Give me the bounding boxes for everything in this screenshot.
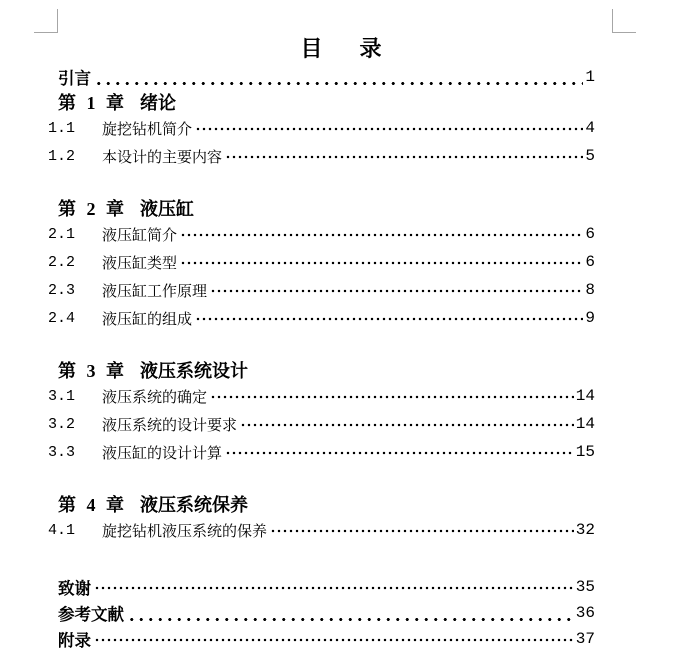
entry-label: 液压缸工作原理: [102, 283, 208, 300]
dot-leader: [94, 626, 574, 652]
page-number: 35: [575, 578, 595, 596]
toc-entry[interactable]: [48, 516, 595, 544]
chapter-title: 绪论: [140, 93, 176, 113]
toc-entry[interactable]: [48, 382, 595, 410]
page-number: 14: [575, 415, 595, 433]
dot-leader: [94, 574, 574, 600]
entry-number: 1.1: [48, 119, 76, 137]
entry-number: 2.1: [48, 225, 76, 243]
page-number: 1: [585, 68, 595, 86]
entry-label: 旋挖钻机简介: [102, 121, 193, 138]
page-number: 9: [585, 309, 595, 327]
dot-leader: [210, 276, 583, 304]
dot-leader: [210, 382, 574, 410]
page-number: 36: [575, 604, 595, 622]
toc-chapter-heading[interactable]: [48, 90, 595, 114]
toc-list: [48, 64, 595, 652]
entry-number: 4.1: [48, 521, 76, 539]
chapter-title: 液压系统设计: [140, 361, 248, 381]
entry-label: 液压系统的确定: [102, 389, 208, 406]
dot-leader: [195, 304, 583, 332]
chapter-number: 第 3 章: [58, 361, 126, 381]
dot-leader: [225, 142, 583, 170]
toc-entry[interactable]: [48, 142, 595, 170]
entry-number: 1.2: [48, 147, 76, 165]
entry-number: 3.3: [48, 443, 76, 461]
toc-entry[interactable]: [48, 64, 595, 90]
toc-entry[interactable]: [48, 410, 595, 438]
toc-entry[interactable]: [48, 600, 595, 626]
entry-label: 致谢: [58, 579, 91, 598]
entry-label: 液压缸的组成: [102, 311, 193, 328]
dot-leader: [180, 220, 583, 248]
dot-leader: [180, 248, 583, 276]
toc-entry[interactable]: [48, 220, 595, 248]
dot-leader: [225, 438, 574, 466]
entry-label: 本设计的主要内容: [102, 149, 223, 166]
toc-entry[interactable]: [48, 276, 595, 304]
toc-entry[interactable]: [48, 248, 595, 276]
page-number: 32: [575, 521, 595, 539]
page-number: 14: [575, 387, 595, 405]
entry-label: 引言: [58, 69, 91, 88]
page-number: 6: [585, 225, 595, 243]
entry-label: 液压缸的设计计算: [102, 445, 223, 462]
toc-chapter-heading[interactable]: [48, 492, 595, 516]
toc-entry[interactable]: [48, 626, 595, 652]
chapter-number: 第 4 章: [58, 495, 126, 515]
entry-label: 液压系统的设计要求: [102, 417, 238, 434]
page-number: 15: [575, 443, 595, 461]
dot-leader: [127, 600, 574, 626]
entry-number: 3.1: [48, 387, 76, 405]
toc-entry[interactable]: [48, 438, 595, 466]
dot-leader: [240, 410, 574, 438]
toc-chapter-heading[interactable]: [48, 358, 595, 382]
entry-number: 2.2: [48, 253, 76, 271]
toc-entry[interactable]: [48, 304, 595, 332]
entry-label: 参考文献: [58, 605, 124, 624]
chapter-title: 液压缸: [140, 199, 194, 219]
toc-chapter-heading[interactable]: [48, 196, 595, 220]
dot-leader: [195, 114, 583, 142]
entry-number: 3.2: [48, 415, 76, 433]
chapter-title: 液压系统保养: [140, 495, 248, 515]
entry-label: 附录: [58, 631, 91, 650]
text-boundary-mark-top-right: [612, 9, 636, 33]
page-number: 8: [585, 281, 595, 299]
page-title: 目 录: [300, 36, 382, 61]
toc-entry[interactable]: [48, 114, 595, 142]
entry-label: 液压缸简介: [102, 227, 178, 244]
dot-leader: [270, 516, 574, 544]
page-number: 6: [585, 253, 595, 271]
chapter-number: 第 1 章: [58, 93, 126, 113]
chapter-number: 第 2 章: [58, 199, 126, 219]
entry-number: 2.4: [48, 309, 76, 327]
page-number: 37: [575, 630, 595, 648]
dot-leader: [94, 64, 583, 90]
entry-label: 旋挖钻机液压系统的保养: [102, 523, 268, 540]
toc-entry[interactable]: [48, 574, 595, 600]
text-boundary-mark-top-left: [34, 9, 58, 33]
page-number: 5: [585, 147, 595, 165]
page-number: 4: [585, 119, 595, 137]
entry-label: 液压缸类型: [102, 255, 178, 272]
entry-number: 2.3: [48, 281, 76, 299]
